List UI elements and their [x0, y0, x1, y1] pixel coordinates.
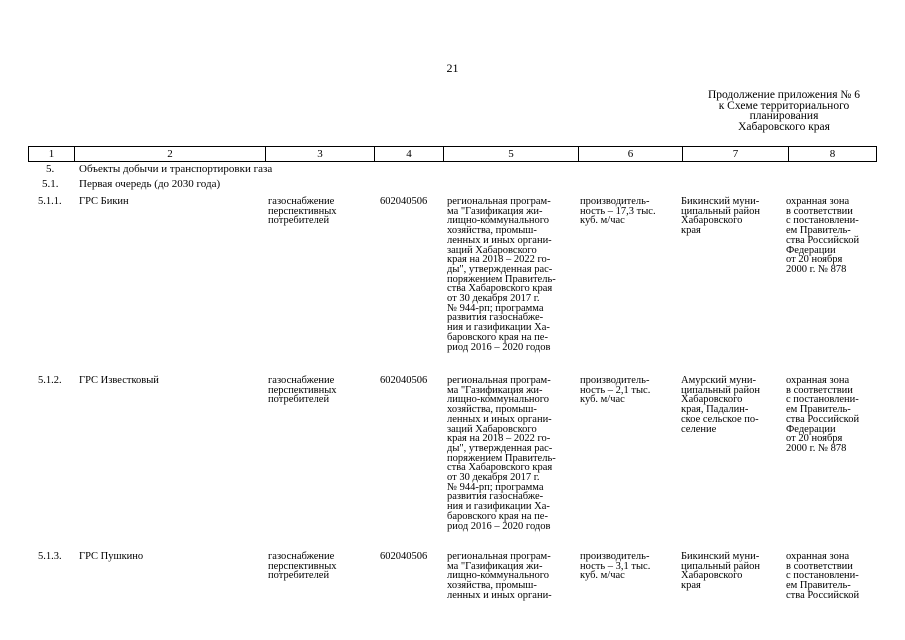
basis-document: региональная програм- ма "Газификация жи- лищно-коммунального хозяйства, промыш- ленных и иных органи- заций Хабаровского края на 2018 – 2022 го- ды", утвержденная рас- поряжением Правитель- ства Хабаровского края от 30 декабря 2017 г. № 944-рп; программа развития газоснабже- ния и газификации Ха- баровского края на пе- риод 2016 – 2020 годов [447, 196, 556, 353]
appendix-line: Хабаровского края [738, 120, 830, 133]
appendix-line: к Схеме территориального [718, 99, 850, 112]
location: Бикинский муни- ципальный район Хабаровского края [681, 196, 760, 237]
column-number-6: 6 [579, 147, 683, 162]
object-code: 602040506 [380, 375, 428, 386]
appendix-line: планирования [749, 110, 819, 122]
row-number: 5.1.1. [38, 196, 62, 207]
row-number: 5.1.3. [38, 551, 62, 562]
object-purpose: газоснабжение перспективных потребителей [268, 551, 337, 582]
column-number-4: 4 [375, 147, 444, 162]
object-name: ГРС Известковый [79, 375, 159, 386]
location: Амурский муни- ципальный район Хабаровского края, Падалин- ское сельское по- селение [681, 375, 760, 435]
page-number: 21 [446, 61, 459, 75]
basis-document: региональная програм- ма "Газификация жи- лищно-коммунального хозяйства, промыш- ленных и иных органи- заций Хабаровского края на 2018 – 2022 го- ды", утвержденная рас- поряжением Правитель- ства Хабаровского края от 30 декабря 2017 г. № 944-рп; программа развития газоснабже- ния и газификации Ха- баровского края на пе- риод 2016 – 2020 годов [447, 375, 556, 532]
column-number-3: 3 [266, 147, 375, 162]
basis-document: региональная програм- ма "Газификация жи- лищно-коммунального хозяйства, промыш- ленных и иных органи- [447, 551, 552, 601]
protection-zone: охранная зона в соответствии с постановлени- ем Правитель- ства Российской Федерации от 20 ноября 2000 г. № 878 [786, 375, 860, 454]
appendix-line: Продолжение приложения № 6 [707, 89, 861, 101]
protection-zone: охранная зона в соответствии с постановлени- ем Правитель- ства Российской Федерации от 20 ноября 2000 г. № 878 [786, 196, 860, 275]
column-number-1: 1 [29, 147, 75, 162]
section-title: Первая очередь (до 2030 года) [79, 178, 221, 190]
object-code: 602040506 [380, 551, 428, 562]
object-purpose: газоснабжение перспективных потребителей [268, 196, 337, 227]
protection-zone: охранная зона в соответствии с постановлени- ем Правитель- ства Российской [786, 551, 860, 601]
section-number: 5. [46, 163, 55, 175]
object-code: 602040506 [380, 196, 428, 207]
object-name: ГРС Пушкино [79, 551, 144, 562]
column-number-8: 8 [789, 147, 877, 162]
capacity: производитель- ность – 2,1 тыс. куб. м/час [580, 375, 651, 406]
capacity: производитель- ность – 17,3 тыс. куб. м/час [580, 196, 656, 227]
object-name: ГРС Бикин [79, 196, 129, 207]
column-number-2: 2 [75, 147, 266, 162]
capacity: производитель- ность – 3,1 тыс. куб. м/час [580, 551, 651, 582]
column-number-5: 5 [444, 147, 579, 162]
section-number: 5.1. [42, 178, 59, 190]
section-title: Объекты добычи и транспортировки газа [79, 163, 273, 175]
column-number-7: 7 [683, 147, 789, 162]
location: Бикинский муни- ципальный район Хабаровского края [681, 551, 760, 592]
row-number: 5.1.2. [38, 375, 62, 386]
object-purpose: газоснабжение перспективных потребителей [268, 375, 337, 406]
